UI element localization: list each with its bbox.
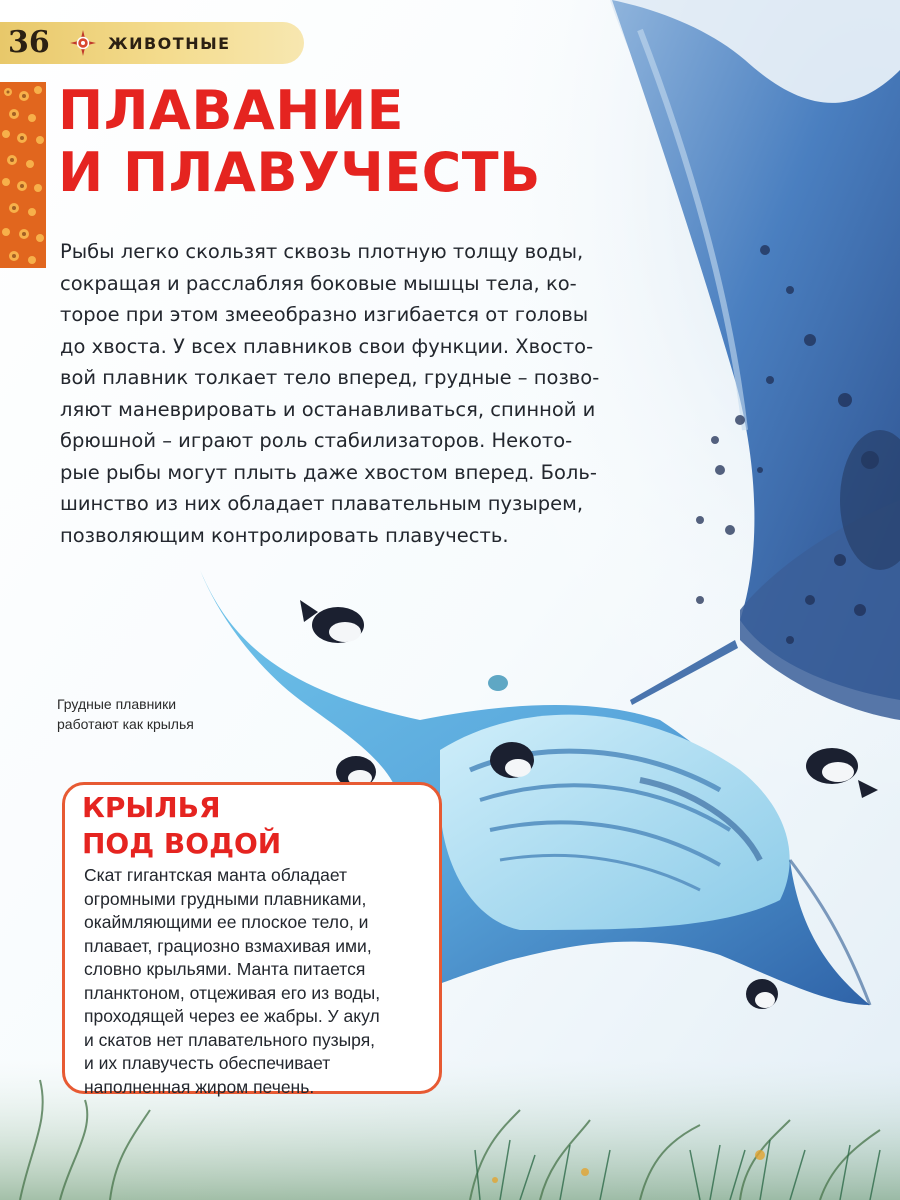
page-number: 36 — [8, 25, 50, 60]
coral-image — [0, 82, 46, 268]
info-box-line: плавает, грациозно взмахивая ими, — [84, 935, 372, 956]
info-box-line: планктоном, отцеживая его из воды, — [84, 982, 381, 1003]
intro-paragraph — [60, 236, 680, 551]
image-caption — [57, 694, 194, 734]
intro-line: позволяющим контролировать плавучесть. — [60, 523, 509, 547]
intro-line: торое при этом змееобразно изгибается от головы — [60, 303, 589, 326]
page-title — [58, 80, 541, 204]
info-box-line: окаймляющими ее плоское тело, и — [84, 912, 369, 932]
info-box-line: огромными грудными плавниками, — [84, 888, 367, 909]
intro-line: Рыбы легко скользят сквозь плотную толщу воды, — [60, 240, 584, 263]
info-box-line: проходящей через ее жабры. У акул — [84, 1006, 380, 1026]
info-box-line: Скат гигантская манта обладает — [84, 865, 348, 885]
compass-rose-icon — [70, 30, 96, 56]
page-title-line: ПЛАВАНИЕ — [58, 79, 405, 142]
info-box-line: наполненная жиром печень. — [84, 1076, 315, 1097]
page-title-line: И ПЛАВУЧЕСТЬ — [58, 141, 541, 204]
info-box-title — [82, 790, 281, 862]
intro-line: ляют маневрировать и останавливаться, спинной и — [60, 397, 596, 421]
intro-line: вой плавник толкает тело вперед, грудные – позво- — [60, 366, 600, 389]
info-box-title-line: ПОД ВОДОЙ — [82, 827, 282, 860]
info-box-line: и скатов нет плавательного пузыря, — [84, 1029, 376, 1050]
intro-line: шинство из них обладает плавательным пузырем, — [60, 492, 584, 515]
intro-line: брюшной – играют роль стабилизаторов. Некото- — [60, 429, 573, 452]
info-box-line: и их плавучесть обеспечивает — [84, 1053, 331, 1073]
intro-line: до хвоста. У всех плавников свои функции. Хвосто- — [60, 334, 594, 358]
info-box-text — [84, 864, 434, 1099]
caption-line: работают как крылья — [57, 716, 194, 732]
intro-line: рые рыбы могут плыть даже хвостом вперед. Боль- — [60, 460, 597, 484]
intro-line: сокращая и расслабляя боковые мышцы тела, ко- — [60, 271, 577, 295]
info-box-title-line: КРЫЛЬЯ — [82, 791, 221, 824]
section-label: ЖИВОТНЫЕ — [108, 34, 231, 53]
info-box-line: словно крыльями. Манта питается — [84, 959, 366, 979]
caption-line: Грудные плавники — [57, 696, 177, 712]
